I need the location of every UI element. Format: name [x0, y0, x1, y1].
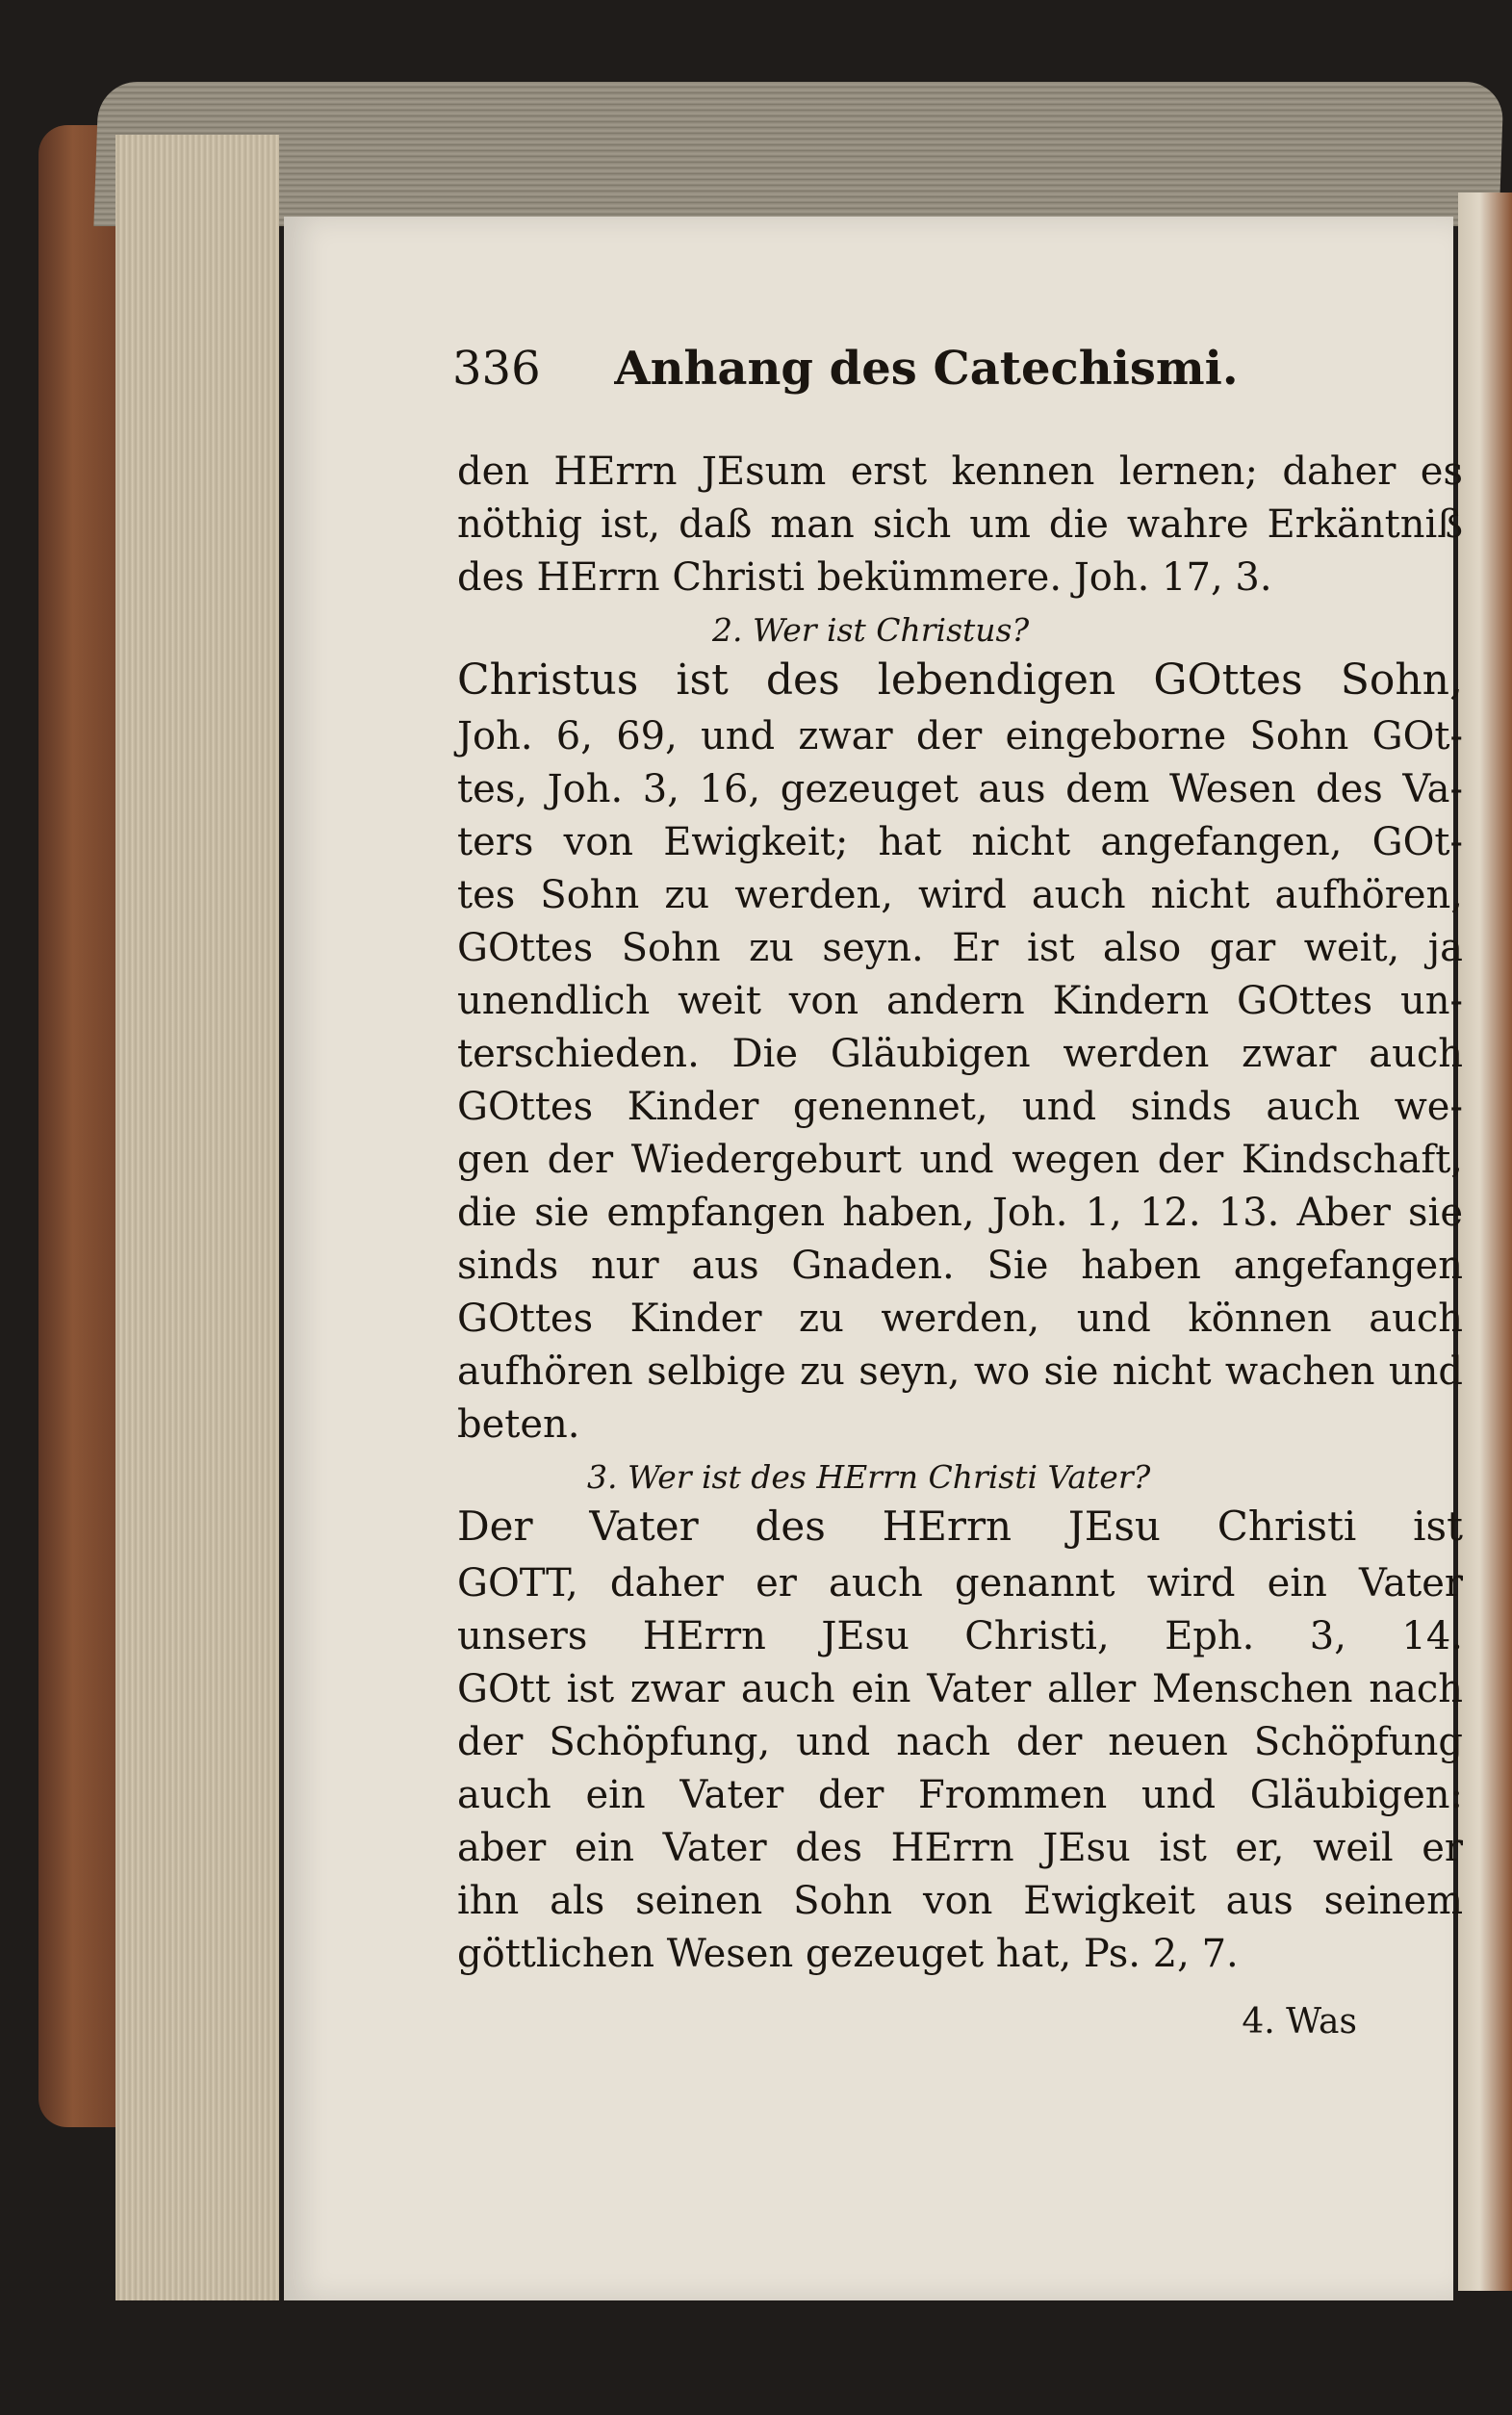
text-line: göttlichen Wesen gezeuget hat, Ps. 2, 7. [457, 1932, 1239, 1976]
page-number: 336 [452, 342, 541, 396]
text-line: GOtt ist zwar auch ein Vater aller Menschen nach [457, 1667, 1463, 1711]
text-line: aber ein Vater des HErrn JEsu ist er, weil er [457, 1826, 1463, 1870]
text-line: Joh. 6, 69, und zwar der eingeborne Sohn GOt- [457, 714, 1463, 758]
text-line: auch ein Vater der Frommen und Gläubigen: [457, 1773, 1463, 1817]
question-heading: 3. Wer ist des HErrn Christi Vater? [587, 1458, 1151, 1496]
text-line: nöthig ist, daß man sich um die wahre Erkäntniß [457, 502, 1463, 547]
text-line: tes Sohn zu werden, wird auch nicht aufhören, [457, 873, 1463, 917]
text-line: Der Vater des HErrn JEsu Christi ist [457, 1503, 1463, 1550]
text-line: des HErrn Christi bekümmere. Joh. 17, 3. [457, 555, 1272, 600]
text-line: GOTT, daher er auch genannt wird ein Vater [457, 1561, 1463, 1606]
text-line: GOttes Kinder genennet, und sinds auch we- [457, 1085, 1463, 1129]
text-line: GOttes Sohn zu seyn. Er ist also gar weit, ja [457, 926, 1463, 970]
text-line: sinds nur aus Gnaden. Sie haben angefangen [457, 1244, 1463, 1288]
book-cover-left [38, 125, 125, 2127]
text-line: tes, Joh. 3, 16, gezeuget aus dem Wesen des Va- [457, 767, 1463, 811]
text-line: aufhören selbige zu seyn, wo sie nicht wachen und [457, 1349, 1463, 1394]
text-line: der Schöpfung, und nach der neuen Schöpfung [457, 1720, 1463, 1764]
page-edges-left [115, 135, 279, 2300]
text-line: die sie empfangen haben, Joh. 1, 12. 13. Aber sie [457, 1191, 1463, 1235]
book-page [284, 217, 1463, 2300]
text-line: ters von Ewigkeit; hat nicht angefangen, GOt- [457, 820, 1463, 864]
text-line: gen der Wiedergeburt und wegen der Kindschaft, [457, 1138, 1463, 1182]
question-heading: 2. Wer ist Christus? [712, 611, 1030, 649]
text-line: den HErrn JEsum erst kennen lernen; daher es [457, 450, 1463, 494]
text-line: beten. [457, 1402, 580, 1447]
running-title: Anhang des Catechismi. [614, 342, 1239, 396]
page-block-top-edge [93, 82, 1503, 226]
text-line: unsers HErrn JEsu Christi, Eph. 3, 14. [457, 1614, 1463, 1658]
facing-page-edge [1458, 193, 1512, 2291]
text-line: unendlich weit von andern Kindern GOttes un- [457, 979, 1463, 1023]
text-line: Christus ist des lebendigen GOttes Sohn, [457, 655, 1463, 705]
running-header [452, 342, 1319, 396]
text-line: terschieden. Die Gläubigen werden zwar auch [457, 1032, 1463, 1076]
catchword: 4. Was [1242, 2002, 1357, 2042]
text-line: ihn als seinen Sohn von Ewigkeit aus seinem [457, 1879, 1463, 1923]
text-line: GOttes Kinder zu werden, und können auch [457, 1297, 1463, 1341]
